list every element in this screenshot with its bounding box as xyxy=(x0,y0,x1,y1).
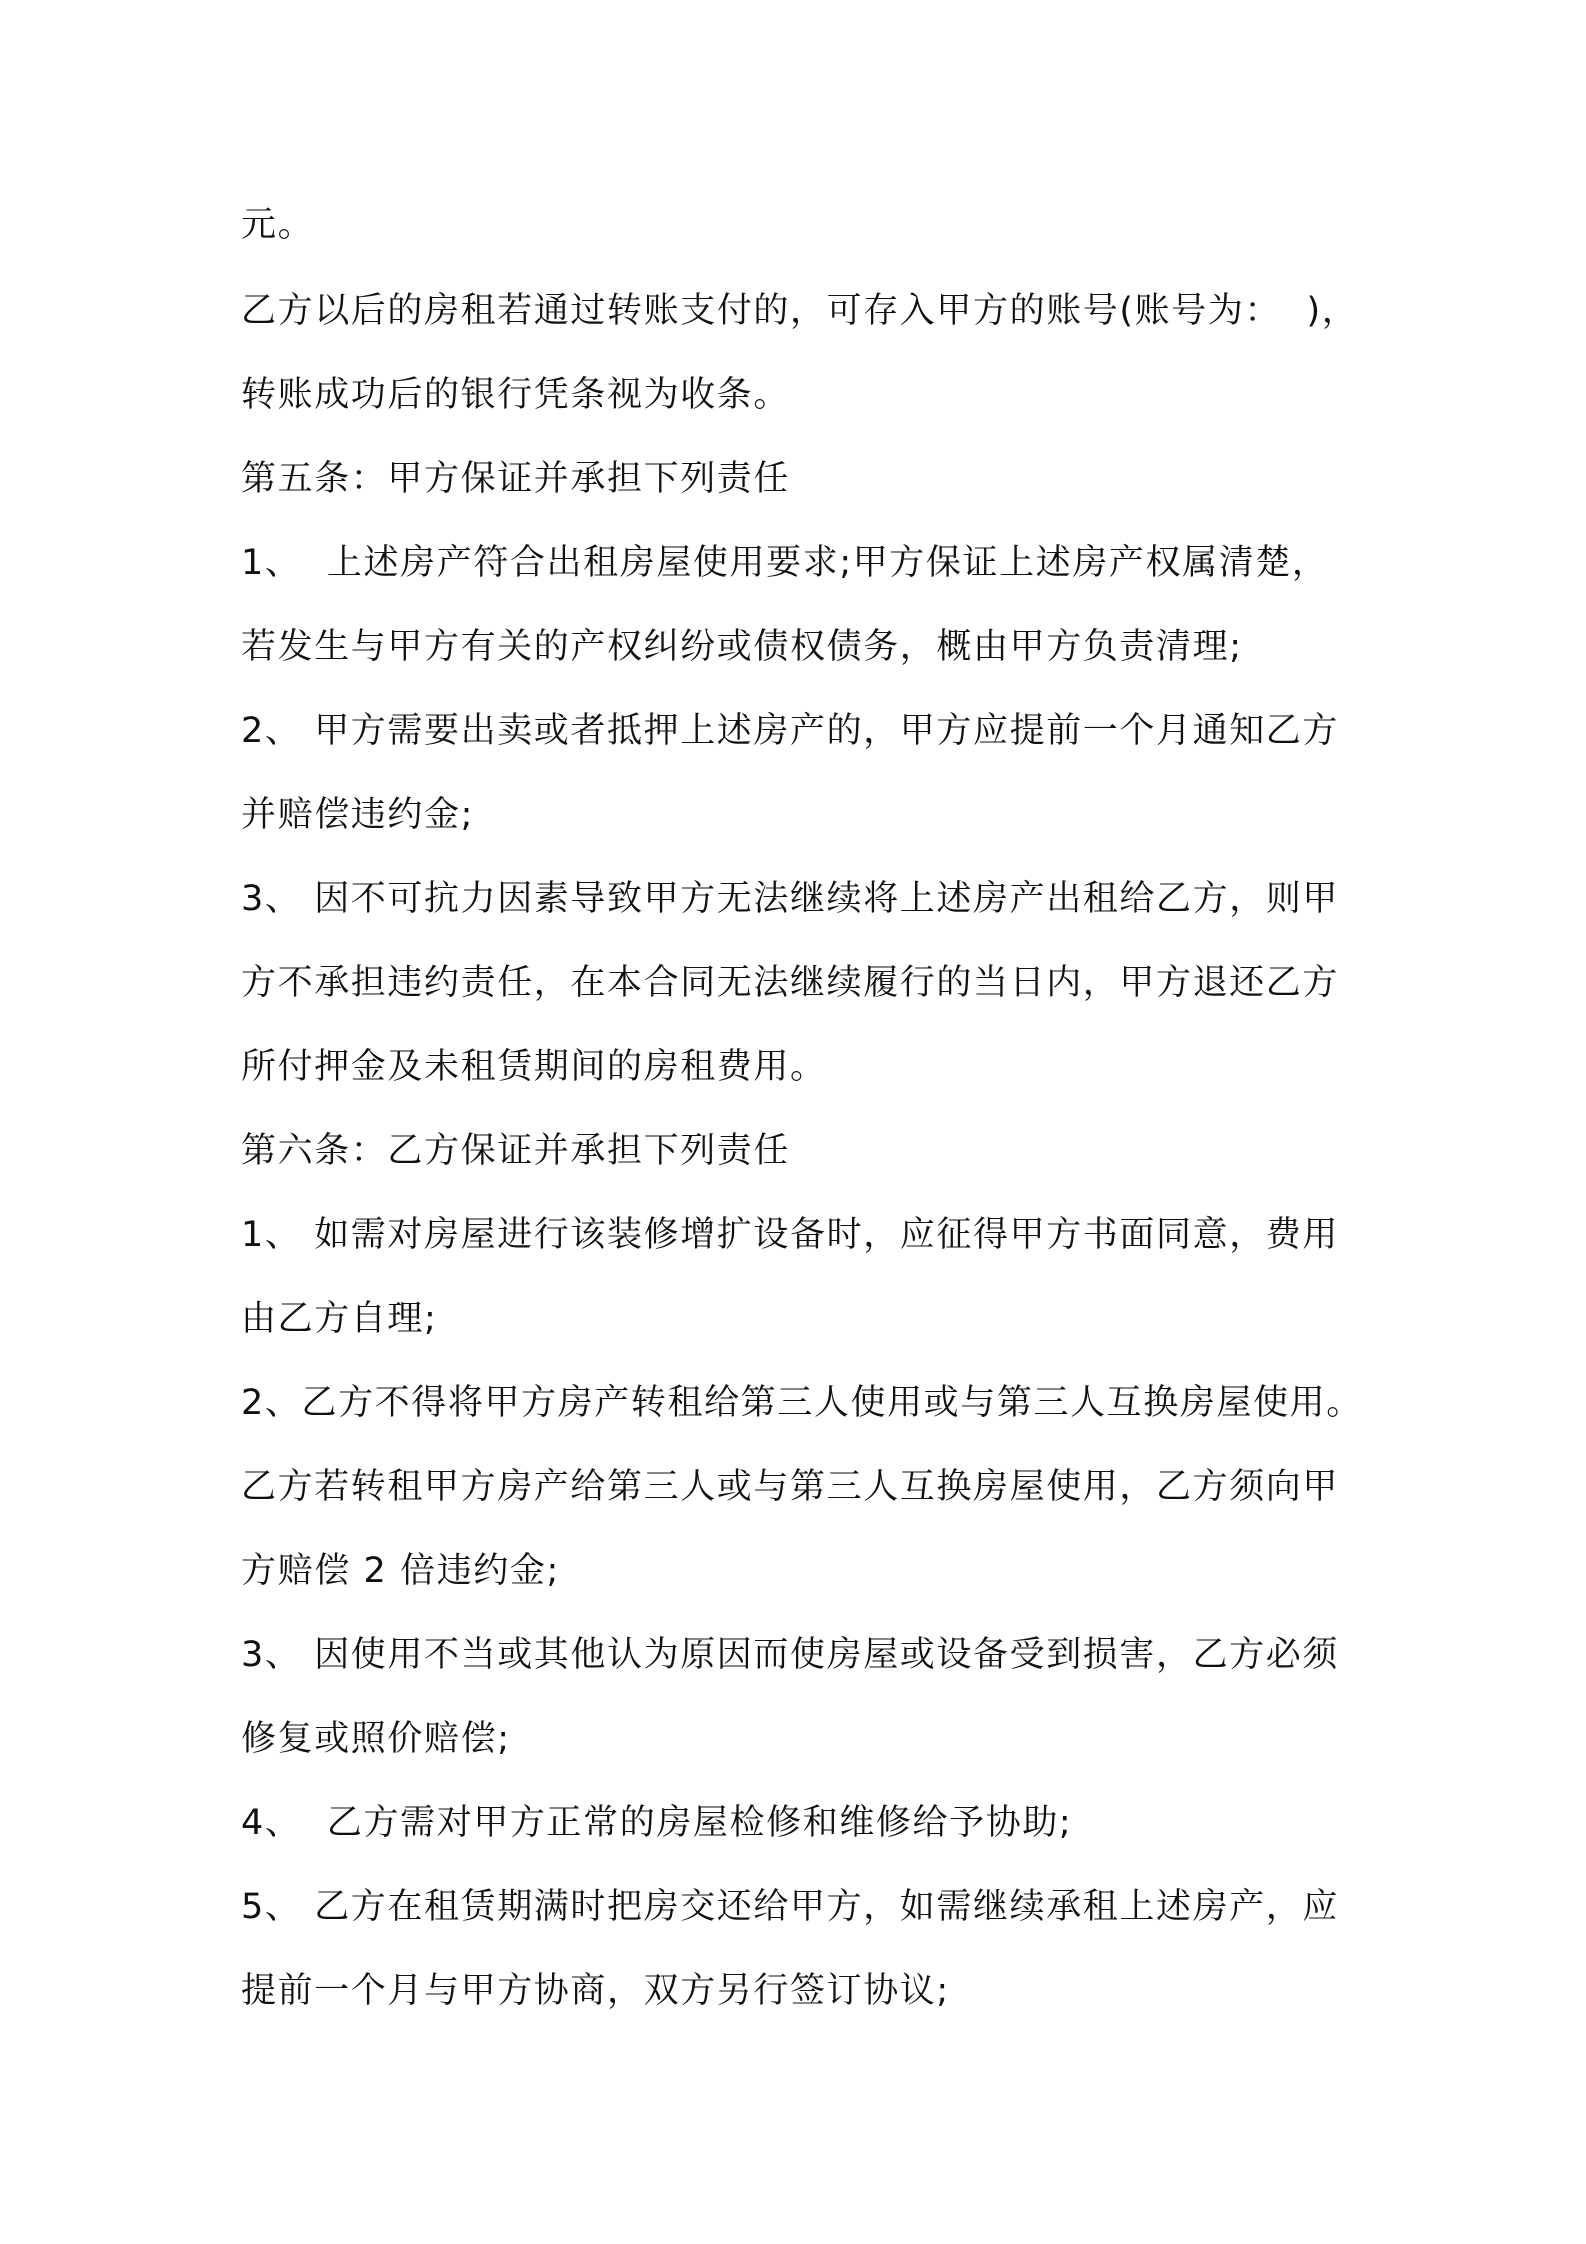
text-line: 转账成功后的银行凭条视为收条。 xyxy=(241,375,791,415)
text-line: 修复或照价赔偿; xyxy=(241,1719,511,1759)
text-line: 由乙方自理; xyxy=(241,1299,438,1339)
section-heading: 第五条：甲方保证并承担下列责任 xyxy=(241,459,791,499)
text-line: 5、 乙方在租赁期满时把房交还给甲方，如需继续承租上述房产，应 xyxy=(241,1887,1339,1927)
text-line: 4、 乙方需对甲方正常的房屋检修和维修给予协助; xyxy=(241,1803,1073,1843)
text-line: 并赔偿违约金; xyxy=(241,795,474,835)
text-line: 2、乙方不得将甲方房产转租给第三人使用或与第三人互换房屋使用。 xyxy=(241,1383,1363,1423)
text-line: 乙方若转租甲方房产给第三人或与第三人互换房屋使用，乙方须向甲 xyxy=(241,1467,1340,1507)
text-line: 1、 如需对房屋进行该装修增扩设备时，应征得甲方书面同意，费用 xyxy=(241,1215,1339,1255)
text-line: 方赔偿 2 倍违约金; xyxy=(241,1551,560,1591)
text-line: 乙方以后的房租若通过转账支付的，可存入甲方的账号(账号为： )， xyxy=(241,291,1359,331)
text-line: 方不承担违约责任，在本合同无法继续履行的当日内，甲方退还乙方 xyxy=(241,963,1340,1003)
text-line: 1、 上述房产符合出租房屋使用要求;甲方保证上述房产权属清楚， xyxy=(241,543,1329,583)
text-line: 元。 xyxy=(241,205,315,245)
section-heading: 第六条：乙方保证并承担下列责任 xyxy=(241,1131,791,1171)
text-line: 3、 因不可抗力因素导致甲方无法继续将上述房产出租给乙方，则甲 xyxy=(241,879,1339,919)
text-line: 所付押金及未租赁期间的房租费用。 xyxy=(241,1047,827,1087)
text-line: 若发生与甲方有关的产权纠纷或债权债务，概由甲方负责清理; xyxy=(241,627,1243,667)
text-line: 提前一个月与甲方协商，双方另行签订协议; xyxy=(241,1971,950,2011)
text-line: 3、 因使用不当或其他认为原因而使房屋或设备受到损害，乙方必须 xyxy=(241,1635,1339,1675)
text-line: 2、 甲方需要出卖或者抵押上述房产的，甲方应提前一个月通知乙方 xyxy=(241,711,1339,751)
